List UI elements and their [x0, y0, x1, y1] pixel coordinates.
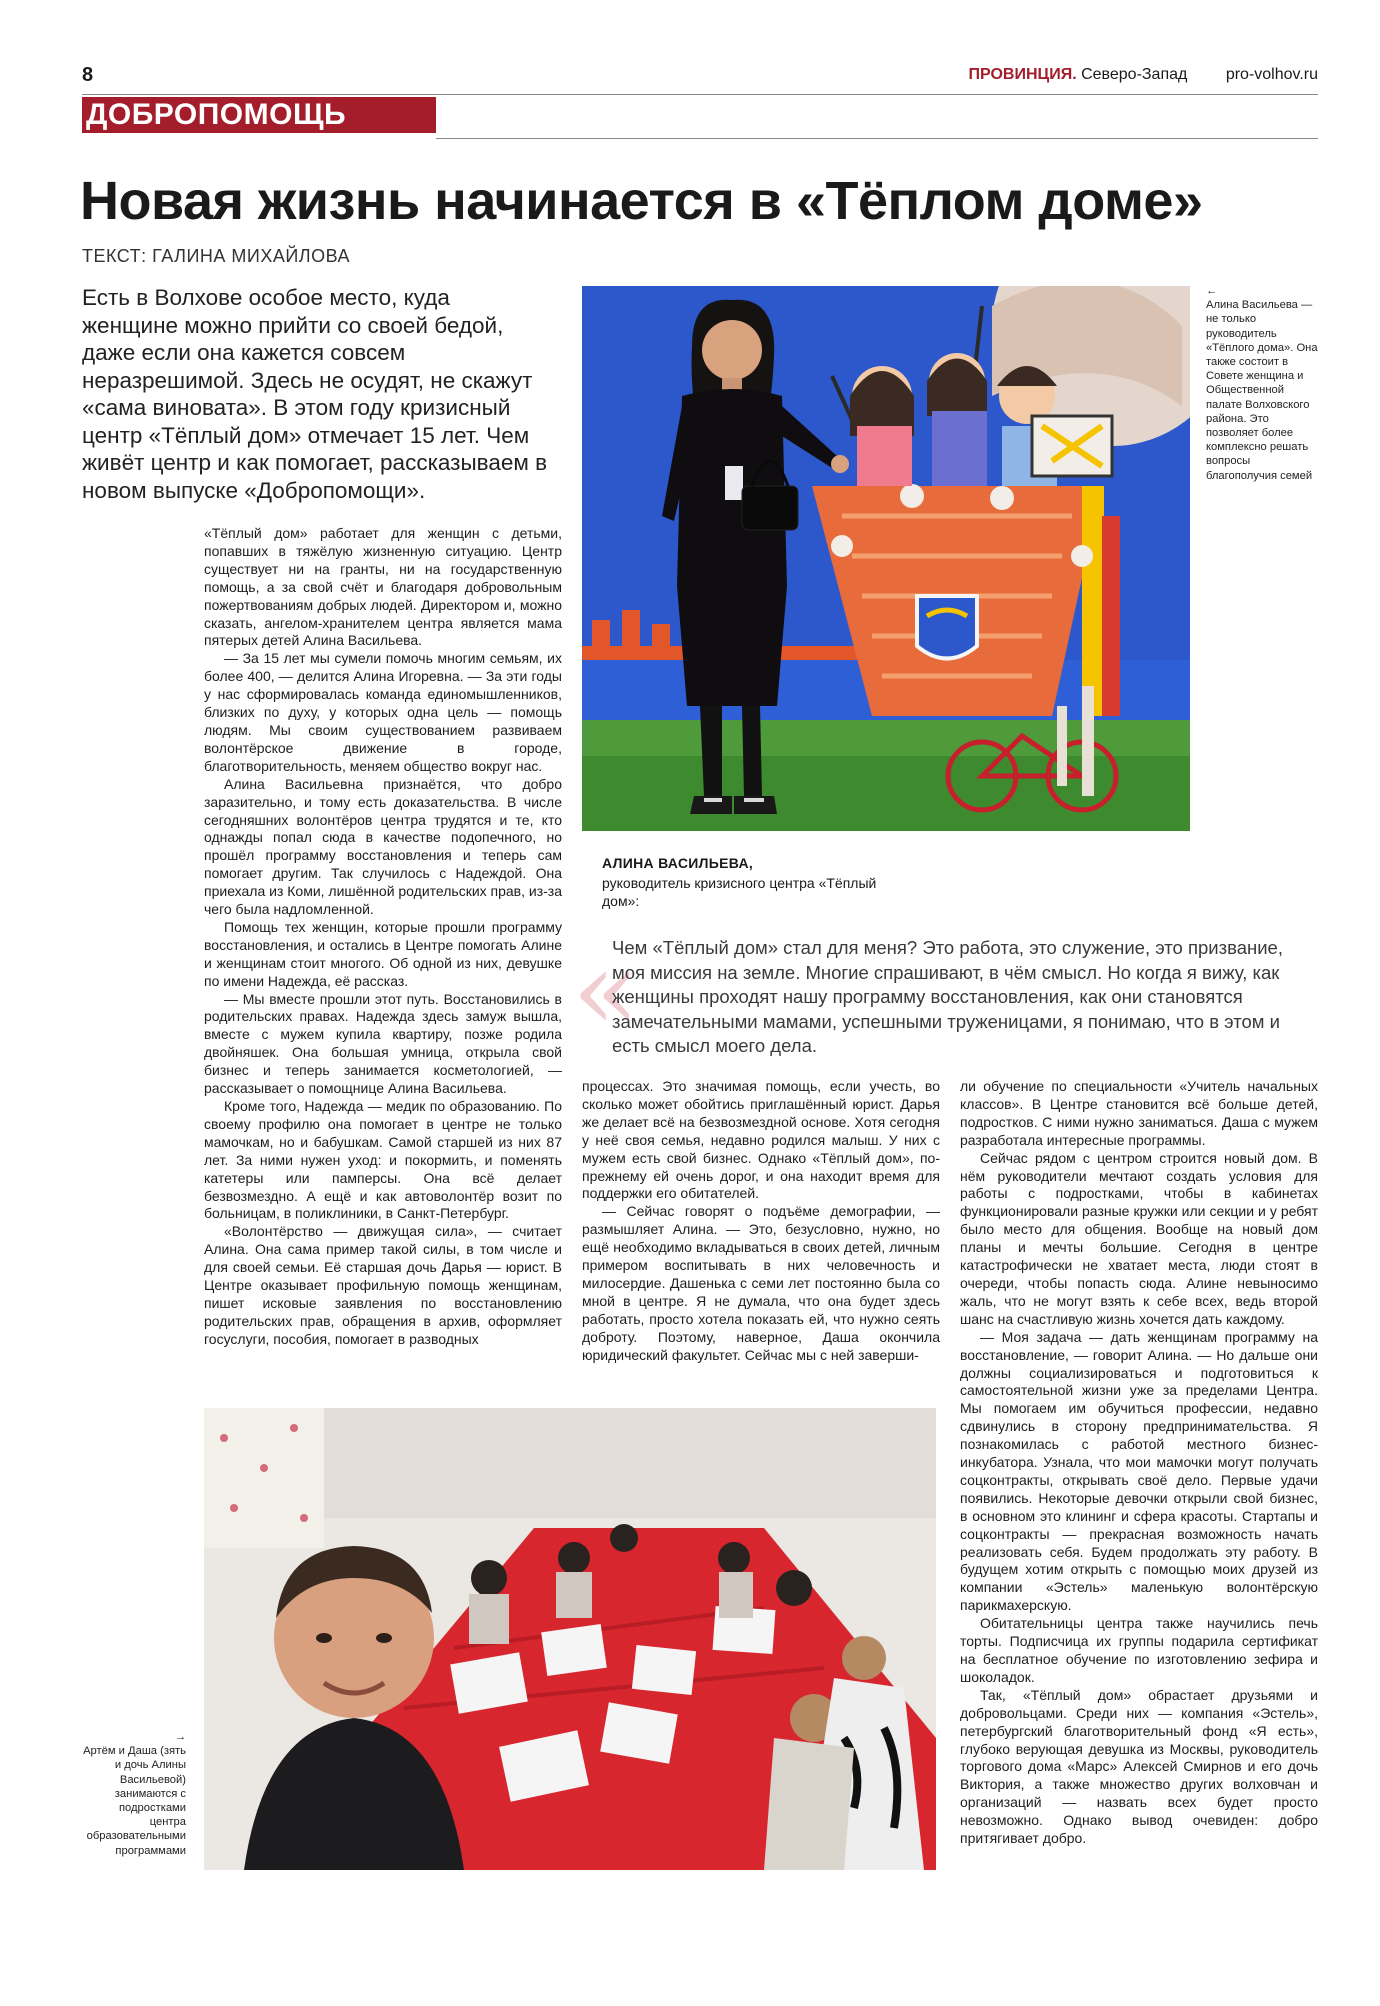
- paragraph: Так, «Тёплый дом» обрастает друзьями и добровольцами. Среди них — компания «Эстель», петербургский благотворительный фонд «Я есть», глубоко верующая девушка из Москвы, руководитель торгового дома «Марс» Алексей Смирнов и его дочь Виктория, а также множество других волховчан и организаций — назвать всех будет просто невозможно. Однако вывод очевиден: добро притягивает добро.: [960, 1686, 1318, 1847]
- photo-illustration: [582, 286, 1190, 831]
- paragraph: Кроме того, Надежда — медик по образованию. По своему профилю она помогает в центре не только мамочкам, но и бабушкам. Самой старшей из них 87 лет. За ними нужен уход: и покормить, и поменять катетеры или памперсы. Она всё делает безвозмездно. А ещё и как автоволонтёр возит по больницам, в поликлиники, в Санкт-Петербург.: [204, 1098, 562, 1222]
- quote-author-role: руководитель кризисного центра «Тёплый дом»:: [602, 875, 877, 909]
- site-url: pro-volhov.ru: [1225, 66, 1318, 83]
- arrow-left-icon: ←: [1206, 285, 1218, 297]
- section-rule: [436, 138, 1318, 139]
- paragraph: Обитательницы центра также научились печь торты. Подписчица их группы подарила сертификат на бесплатное обучение по изготовлению зефира и шоколадок.: [960, 1615, 1318, 1685]
- paragraph: Помощь тех женщин, которые прошли программу восстановления, и остались в Центре помогать Алине и женщинам стоит многого. Об одной из них, девушке по имени Надежда, её рассказ.: [204, 918, 562, 989]
- page-header: [968, 66, 1318, 84]
- photo1-caption-text: Алина Васильева — не только руководитель «Тёплого дома». Она также состоит в Совете женщина и Общественной палате Волховского района. Это позволяет более комплексно решать вопросы благополучия семей: [1206, 299, 1318, 482]
- paragraph: процессах. Это значимая помощь, если учесть, во сколько может обойтись приглашённый юрист. Дарья же делает всё на безвозмездной основе. Хотя сегодня у неё своя семья, недавно родился малыш. У них с мужем есть свой бизнес. Однако «Тёплый дом», по-прежнему ей очень дорог, и она находит время для поддержки его обитателей.: [582, 1078, 940, 1202]
- quote-mark-icon: «: [572, 926, 640, 1054]
- photo-alina-vasilyeva: [582, 286, 1190, 831]
- paragraph: Сейчас рядом с центром строится новый дом. В нём руководители мечтают создать условия для работы с подростками, чтобы в кабинетах функционировали разные кружки или секции и у ребят было место для общения. Вообще на новый дом планы и мечты большие. Сегодня в центре катастрофически не хватает места, люди стоят в очереди, чтобы попасть сюда. Алине невыносимо жаль, что не могут взять к себе всех, ведь второй шанс на счастливую жизнь хочется дать каждому.: [960, 1149, 1318, 1327]
- header-rule: [82, 94, 1318, 95]
- photo1-caption: [1206, 284, 1318, 483]
- photo-workshop: [204, 1408, 936, 1870]
- paragraph: «Волонтёрство — движущая сила», — считает Алина. Она сама пример такой силы, в том числе и для своей семьи. Её старшая дочь Дарья — юрист. В Центре оказывает профильную помощь женщинам, пишет исковые заявления по восстановлению родительских прав, обращения в архив, оформляет госуслуги, пособия, помогает в разводных: [204, 1223, 562, 1347]
- article-lead: [82, 284, 552, 504]
- article-headline: Новая жизнь начинается в «Тёплом доме»: [80, 171, 1203, 231]
- paragraph: — Моя задача — дать женщинам программу на восстановление, — говорит Алина. — Но дальше они должны социализироваться и подготовиться к самостоятельной жизни уже за пределами Центра. Мы помогаем им обучиться профессии, недавно сдвинулись в сторону предпринимательства. Я познакомилась с работой местного бизнес-инкубатора. Узнала, что мои мамочки могут получать соцконтракты, открывать своё дело. Первые удачи появились. Некоторые девочки открыли свой бизнес, в основном это клининг и сфера красоты. Стартапы и соцконтракты — прекрасная возможность начать реализовать себя. Будем продолжать эту работу. В будущем хотим открыть с помощью моих друзей из компании «Эстель» маленькую волонтёрскую парикмахерскую.: [960, 1328, 1318, 1614]
- body-column-3: [960, 1078, 1318, 1848]
- section-title: ДОБРОПОМОЩЬ: [82, 97, 436, 133]
- paragraph: ли обучение по специальности «Учитель начальных классов». В Центре становится всё больше детей, подростков. С ними нужно заниматься. Даша с мужем разработала интересные программы.: [960, 1078, 1318, 1148]
- article-byline: ТЕКСТ: ГАЛИНА МИХАЙЛОВА: [82, 246, 350, 266]
- paragraph: Алина Васильевна признаётся, что добро заразительно, и тому есть доказательства. В числе сегодняшних волонтёров центра трудятся и те, кто однажды попал сюда в качестве подопечного, но прошёл программу восстановления и теперь сам помогает другим. Так случилось с Надеждой. Она приехала из Коми, лишённой родительских прав, из-за чего была надломленной.: [204, 775, 563, 918]
- lead-text: Есть в Волхове особое место, куда женщине можно прийти со своей бедой, даже если она кажется совсем неразрешимой. Здесь не осудят, не скажут «сама виновата». В этом году кризисный центр «Тёплый дом» отмечает 15 лет. Чем живёт центр и как помогает, рассказываем в новом выпуске «Добропомощи».: [82, 285, 548, 503]
- photo2-caption-text: Артём и Даша (зять и дочь Алины Васильевой) занимаются с подростками центра образовательными программами: [83, 1745, 186, 1857]
- paragraph: «Тёплый дом» работает для женщин с детьми, попавших в тяжёлую жизненную ситуацию. Центр существует ни на гранты, ни на государственную помощь, а за свой счёт и благодаря добровольным пожертвованиям добрых людей. Директором и, можно сказать, ангелом-хранителем центра является мама пятерых детей Алина Васильева.: [204, 525, 562, 649]
- body-column-2: [582, 1078, 940, 1365]
- page-number: 8: [82, 64, 94, 86]
- publication-name: ПРОВИНЦИЯ.: [968, 66, 1077, 83]
- arrow-right-icon: →: [174, 1731, 186, 1743]
- paragraph: — За 15 лет мы сумели помочь многим семьям, их более 400, — делится Алина Игоревна. — За эти годы у нас сформировалась команда единомышленников, близких по духу, у которых одна цель — помощь людям. Мы своим существованием развиваем волонтёрское движение в городе, благотворительность, меняем общество вокруг нас.: [204, 650, 562, 774]
- region-name: Северо-Запад: [1081, 66, 1188, 83]
- paragraph: — Мы вместе прошли этот путь. Восстановились в родительских правах. Надежда здесь замуж вышла, вместе с мужем купила квартиру, позже родила двойняшек. Она большая умница, открыла свой бизнес и теперь занимается косметологией, — рассказывает о помощнице Алина Васильева.: [204, 990, 562, 1097]
- photo2-caption: [82, 1730, 186, 1858]
- pull-quote: Чем «Тёплый дом» стал для меня? Это работа, это служение, это призвание, моя миссия на земле. Многие спрашивают, в чём смысл. Но когда я вижу, как женщины проходят нашу программу восстановления, как они становятся замечательными мамами, успешными труженицами, я понимаю, что в этом и есть смысл моего дела.: [612, 937, 1283, 1056]
- photo-illustration: [204, 1408, 936, 1870]
- quote-author-name: АЛИНА ВАСИЛЬЕВА,: [602, 855, 754, 871]
- paragraph: — Сейчас говорят о подъёме демографии, — размышляет Алина. — Это, безусловно, нужно, но ещё необходимо вкладываться в своих детей, личным примером воспитывать в них человечность и милосердие. Дашенька с семи лет постоянно была со мной в центре. Я не думала, что она будет здесь работать, просто хотела показать ей, что нужно сеять доброту. Поэтому, наверное, Даша окончила юридический факультет. Сейчас мы с ней заверши-: [582, 1203, 940, 1363]
- body-column-1: [204, 525, 562, 1349]
